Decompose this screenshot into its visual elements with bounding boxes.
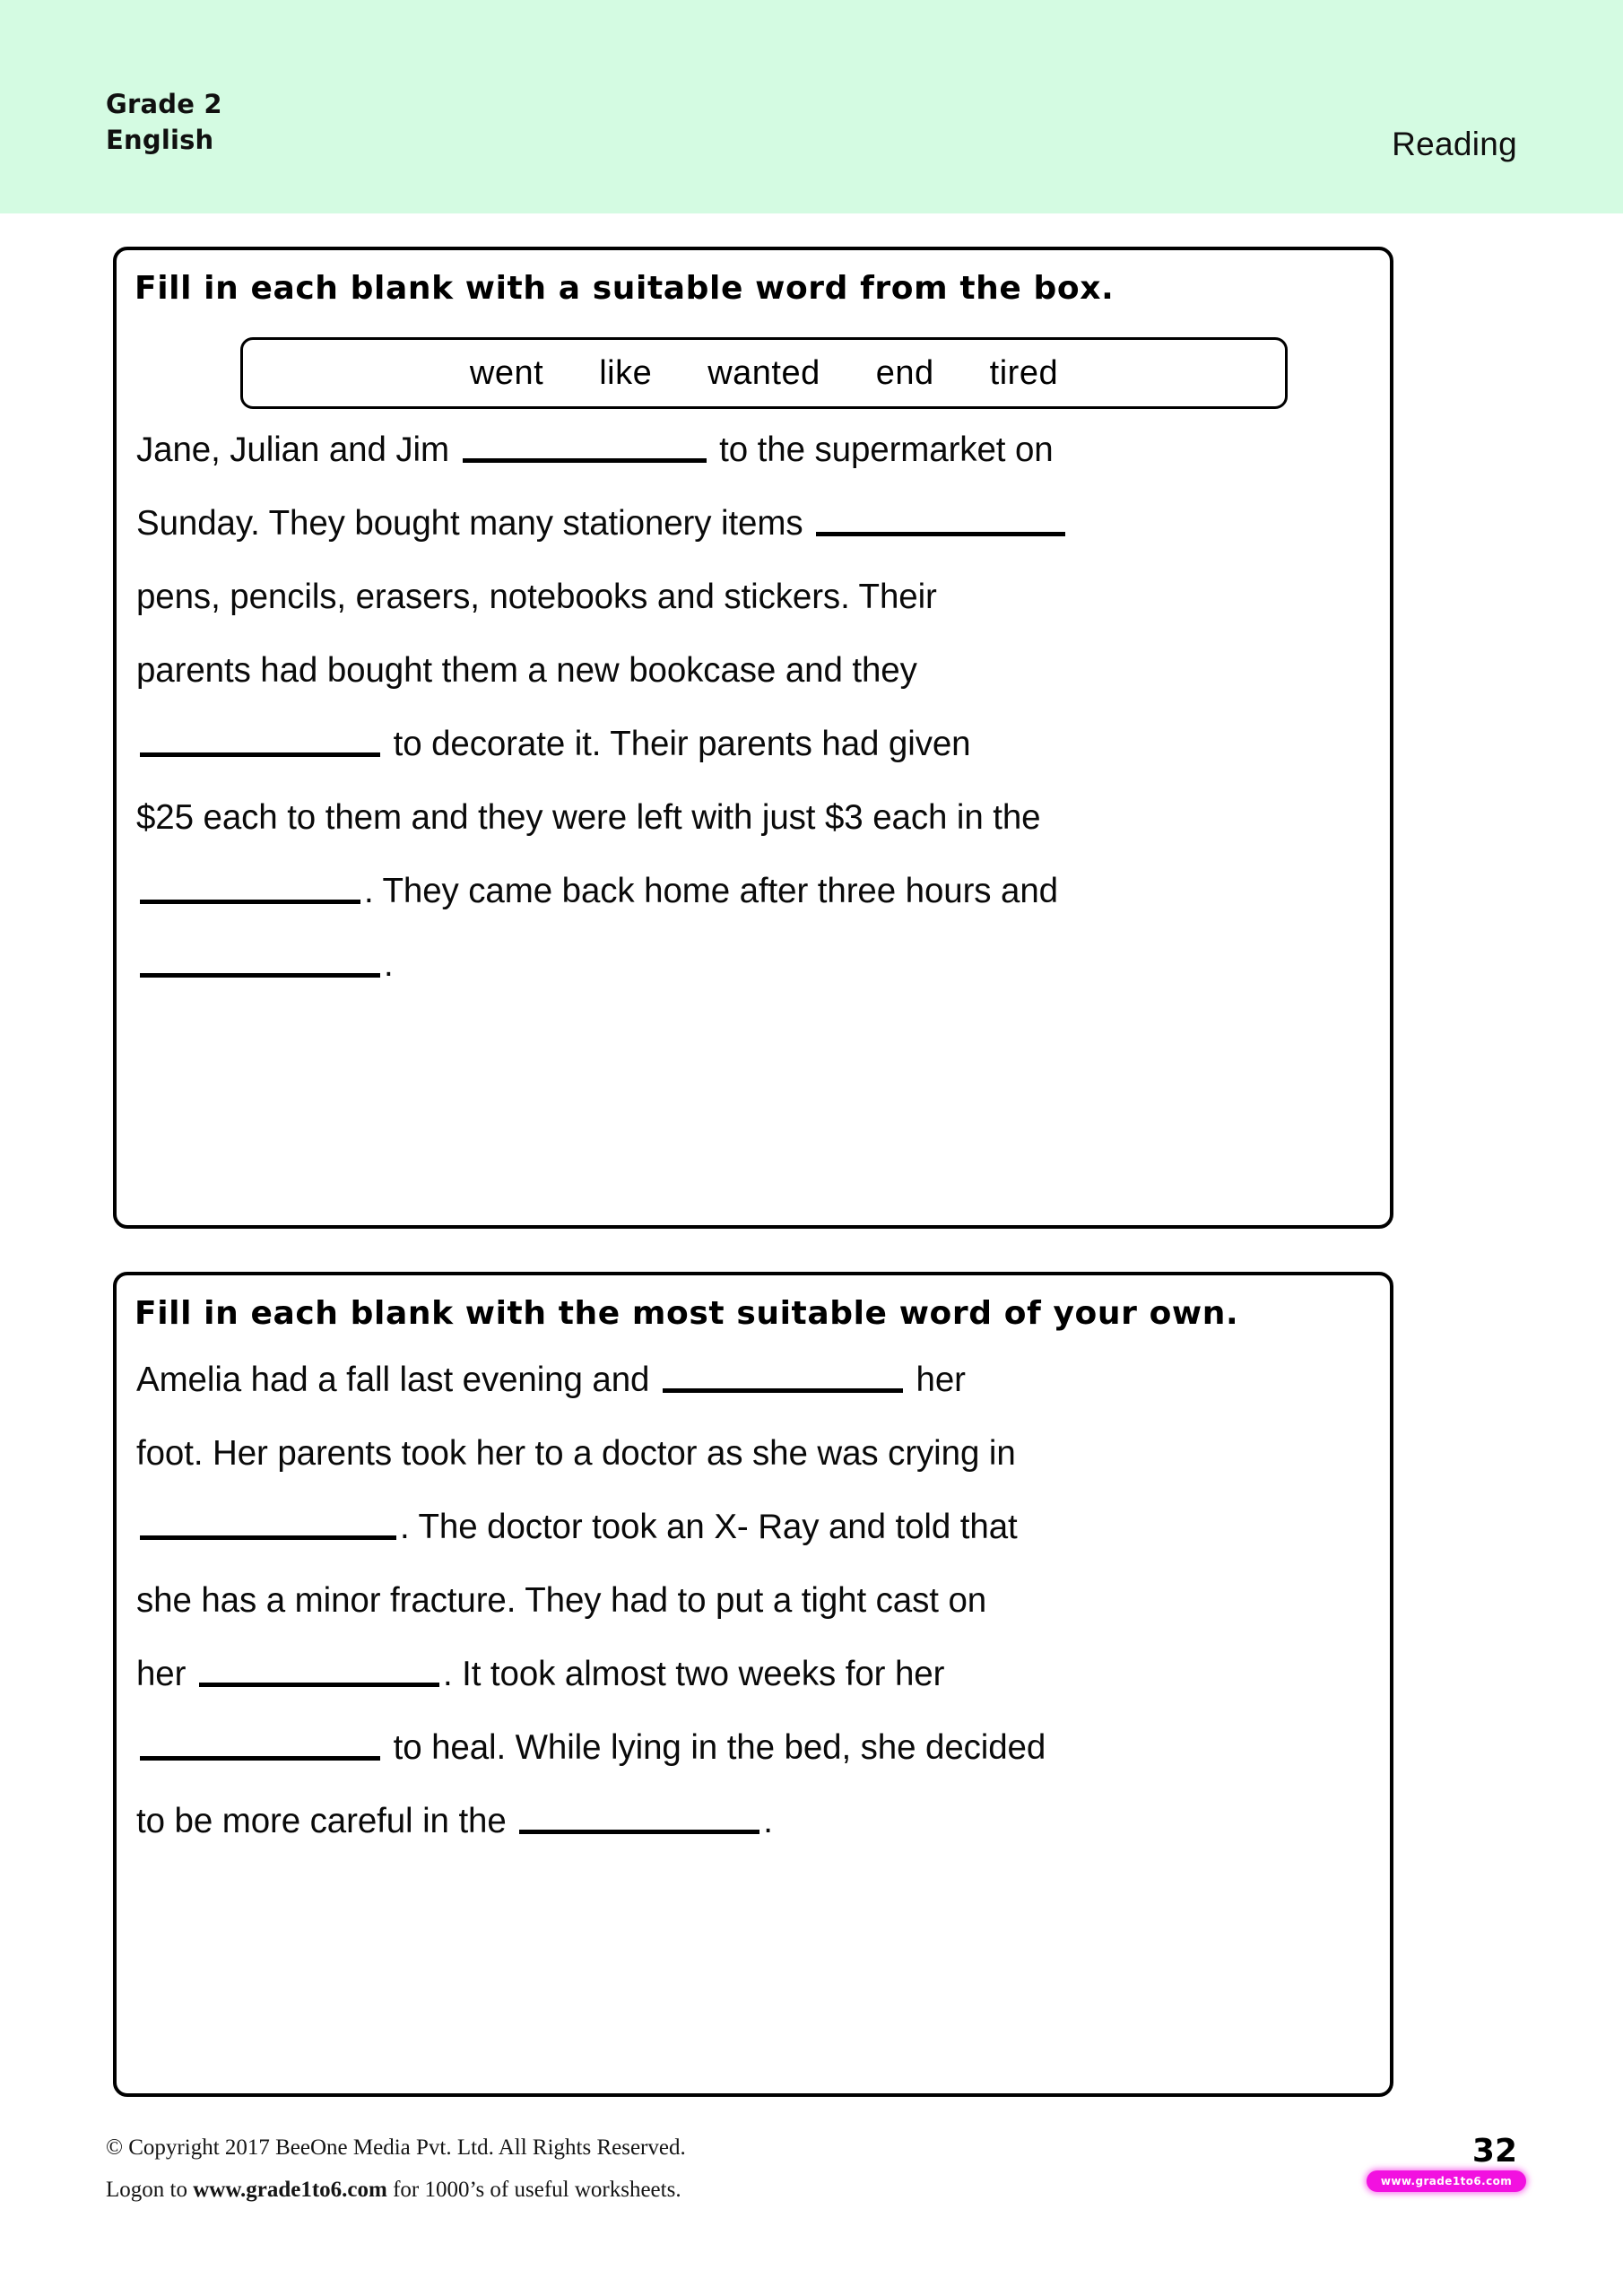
copyright-text: © Copyright 2017 BeeOne Media Pvt. Ltd. All Rights Reserved. [106, 2135, 686, 2160]
passage-text: to decorate it. Their parents had given [384, 725, 971, 763]
site-badge-label: www.grade1to6.com [1380, 2175, 1513, 2187]
passage-text: parents had bought them a new bookcase and they [136, 651, 917, 690]
word-bank-item[interactable]: wanted [707, 353, 820, 392]
passage-text: . They came back home after three hours and [364, 872, 1058, 910]
exercise-box-1 [113, 247, 1393, 1229]
passage-line [136, 708, 1383, 781]
exercise-box-2 [113, 1272, 1393, 2097]
passage-line [136, 561, 1383, 634]
logon-suffix: for 1000’s of useful worksheets. [386, 2177, 681, 2202]
passage-line [136, 1564, 1383, 1638]
word-bank-item[interactable]: went [469, 353, 544, 392]
passage-text: her [136, 1655, 195, 1693]
passage-line [136, 781, 1383, 855]
passage-text: to be more careful in the [136, 1802, 516, 1840]
word-bank [240, 337, 1288, 409]
answer-blank[interactable] [140, 946, 380, 978]
passage-text: . [384, 945, 394, 984]
passage-text: her [906, 1361, 966, 1399]
passage-text: . It took almost two weeks for her [442, 1655, 945, 1693]
header-skill: Reading [1392, 126, 1517, 162]
passage-line [136, 855, 1383, 928]
passage-line [136, 1491, 1383, 1564]
passage-line [136, 1638, 1383, 1711]
answer-blank[interactable] [140, 873, 360, 904]
passage-text: Jane, Julian and Jim [136, 430, 459, 469]
logon-site-link[interactable]: www.grade1to6.com [193, 2177, 387, 2202]
header-grade-block [106, 86, 222, 158]
word-bank-item[interactable]: end [875, 353, 934, 392]
answer-blank[interactable] [519, 1803, 759, 1834]
passage-text: to heal. While lying in the bed, she decided [384, 1728, 1046, 1767]
exercise-1-passage [136, 413, 1383, 1002]
passage-text: to the supermarket on [709, 430, 1054, 469]
word-bank-item[interactable]: tired [989, 353, 1059, 392]
passage-text: $25 each to them and they were left with just $3 each in the [136, 798, 1041, 837]
passage-line [136, 413, 1383, 487]
answer-blank[interactable] [140, 1729, 380, 1761]
header-subject-name: English [106, 125, 214, 156]
logon-prefix: Logon to [106, 2177, 194, 2202]
word-bank-item[interactable]: like [599, 353, 653, 392]
passage-text: Sunday. They bought many stationery items [136, 504, 813, 543]
passage-line [136, 487, 1383, 561]
passage-text: . The doctor took an X- Ray and told that [400, 1508, 1018, 1546]
answer-blank[interactable] [816, 505, 1065, 536]
page-number: 32 [1471, 2133, 1517, 2170]
answer-blank[interactable] [140, 726, 380, 757]
passage-text: foot. Her parents took her to a doctor as she was crying in [136, 1434, 1016, 1473]
header-grade: Grade 2 [106, 89, 222, 119]
passage-text: Amelia had a fall last evening and [136, 1361, 659, 1399]
answer-blank[interactable] [140, 1509, 396, 1540]
exercise-1-title: Fill in each blank with a suitable word from the box. [135, 270, 1115, 307]
passage-line [136, 1417, 1383, 1491]
passage-line [136, 1344, 1383, 1417]
exercise-2-title: Fill in each blank with the most suitable word of your own. [135, 1295, 1239, 1332]
answer-blank[interactable] [463, 431, 707, 463]
passage-line [136, 1711, 1383, 1785]
answer-blank[interactable] [663, 1361, 903, 1393]
exercise-2-passage [136, 1344, 1383, 1858]
site-badge[interactable] [1367, 2170, 1526, 2192]
passage-text: . [763, 1802, 773, 1840]
footer [106, 2127, 1002, 2211]
header-band [0, 0, 1623, 213]
passage-line [136, 634, 1383, 708]
passage-line [136, 1785, 1383, 1858]
passage-line [136, 928, 1383, 1002]
passage-text: pens, pencils, erasers, notebooks and stickers. Their [136, 578, 937, 616]
logon-line [106, 2170, 1002, 2212]
answer-blank[interactable] [199, 1656, 439, 1687]
passage-text: she has a minor fracture. They had to put a tight cast on [136, 1581, 987, 1620]
